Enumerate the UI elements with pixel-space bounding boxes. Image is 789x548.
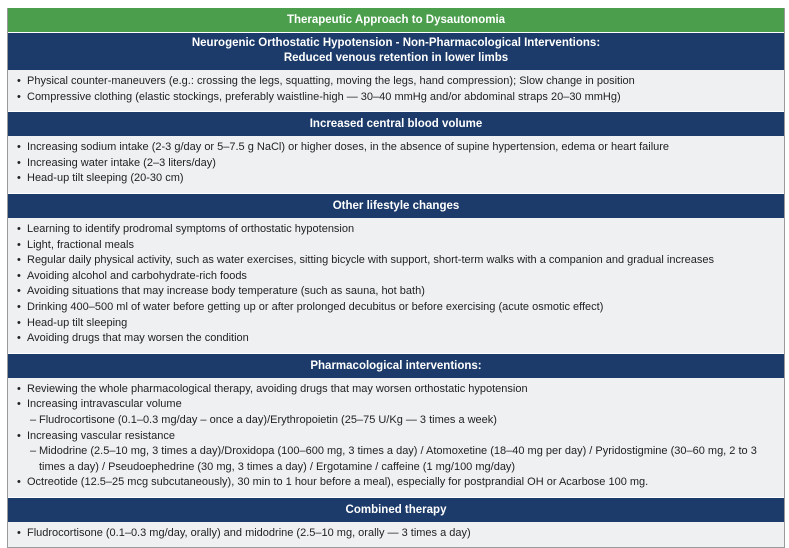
sub-list-item-text: Fludrocortisone (0.1–0.3 mg/day – once a day)/Erythropoietin (25–75 U/Kg — 3 times a week) [39,413,497,426]
list-item [17,429,784,445]
bullet-icon: • [17,156,21,169]
list-item-text: Drinking 400–500 ml of water before getting up or after prolonged decubitus or before exercising (acute osmotic effect) [27,300,604,313]
bullet-icon: • [17,141,21,154]
list-item-text: Learning to identify prodromal symptoms of orthostatic hypotension [27,222,355,235]
list-item [17,269,784,285]
bullet-icon: • [17,526,21,539]
list-item [17,238,784,254]
dash-icon: – [30,413,37,426]
bullet-icon: • [17,75,21,87]
bullet-icon: • [17,300,21,313]
table-title: Therapeutic Approach to Dysautonomia [8,8,784,32]
section-header-nonpharmacological [8,32,784,70]
section-body-pharmacological [8,378,784,497]
list-item [17,156,784,172]
bullet-icon: • [17,382,21,395]
list-item [17,171,784,187]
section-header-lifestyle: Other lifestyle changes [8,193,784,218]
list-item-text: Physical counter-maneuvers (e.g.: crossing the legs, squatting, moving the legs, hand compression); Slow change in position [27,75,635,87]
list-item-text: Fludrocortisone (0.1–0.3 mg/day, orally) and midodrine (2.5–10 mg, orally — 3 times a day) [27,526,471,539]
list-item-text: Light, fractional meals [27,238,134,251]
bullet-icon: • [17,172,21,185]
list-item-text: Head-up tilt sleeping [27,316,128,329]
bullet-icon: • [17,90,21,103]
sub-list-item [17,413,784,429]
bullet-icon: • [17,269,21,282]
list-item [17,300,784,316]
list-item-text: Avoiding drugs that may worsen the condition [27,332,249,345]
section-header-combined: Combined therapy [8,497,784,522]
section-header-blood-volume: Increased central blood volume [8,111,784,136]
list-item [17,382,784,398]
bullet-icon: • [17,398,21,411]
list-item [17,74,784,90]
sub-list-item [17,444,784,475]
bullet-icon: • [17,222,21,235]
bullet-icon: • [17,476,21,489]
list-item-text: Increasing vascular resistance [27,429,175,442]
bullet-icon: • [17,332,21,345]
list-item-text: Avoiding situations that may increase body temperature (such as sauna, hot bath) [27,285,425,298]
list-item [17,475,784,491]
list-item-text: Increasing sodium intake (2-3 g/day or 5–7.5 g NaCl) or higher doses, in the absence of supine hypertension, edema or heart failure [27,141,670,154]
list-item-text: Compressive clothing (elastic stockings, preferably waistline-high — 30–40 mmHg and/or abdominal straps 20–30 mmHg) [27,90,621,103]
list-item [17,316,784,332]
list-item [17,222,784,238]
list-item [17,90,784,106]
section-body-nonpharmacological [8,70,784,111]
section-header-line2: Reduced venous retention in lower limbs [283,52,509,64]
dash-icon: – [30,445,37,458]
list-item-text: Avoiding alcohol and carbohydrate-rich foods [27,269,247,282]
therapy-table [7,8,785,548]
section-body-blood-volume [8,136,784,193]
list-item-text: Increasing intravascular volume [27,398,182,411]
list-item-text: Head-up tilt sleeping (20-30 cm) [27,172,184,185]
sub-list-item-text: Midodrine (2.5–10 mg, 3 times a day)/Droxidopa (100–600 mg, 3 times a day) / Atomoxetine (18–40 mg per day) / Pyridostigmine (30–60 mg, 2 to 3 times a day) / Pseudoephedrine (30 mg, 3 times a day) / Ergotamine / caffeine (1 mg/100 mg/day) [39,445,757,473]
section-header-pharmacological: Pharmacological interventions: [8,353,784,378]
bullet-icon: • [17,429,21,442]
section-header-line1: Neurogenic Orthostatic Hypotension - Non-Pharmacological Interventions: [191,37,601,49]
bullet-icon: • [17,254,21,267]
list-item [17,253,784,269]
section-body-combined [8,522,784,548]
bullet-icon: • [17,238,21,251]
bullet-icon: • [17,316,21,329]
list-item [17,331,784,347]
list-item [17,284,784,300]
list-item [17,140,784,156]
list-item-text: Reviewing the whole pharmacological therapy, avoiding drugs that may worsen orthostatic hypotension [27,382,528,395]
list-item-text: Regular daily physical activity, such as water exercises, sitting bicycle with support, short-term walks with a companion and gradual increases [27,254,714,267]
list-item-text: Increasing water intake (2–3 liters/day) [27,156,216,169]
bullet-icon: • [17,285,21,298]
list-item-text: Octreotide (12.5–25 mcg subcutaneously), 30 min to 1 hour before a meal), especially for postprandial OH or Acarbose 100 mg. [27,476,649,489]
list-item [17,397,784,413]
section-body-lifestyle [8,218,784,353]
